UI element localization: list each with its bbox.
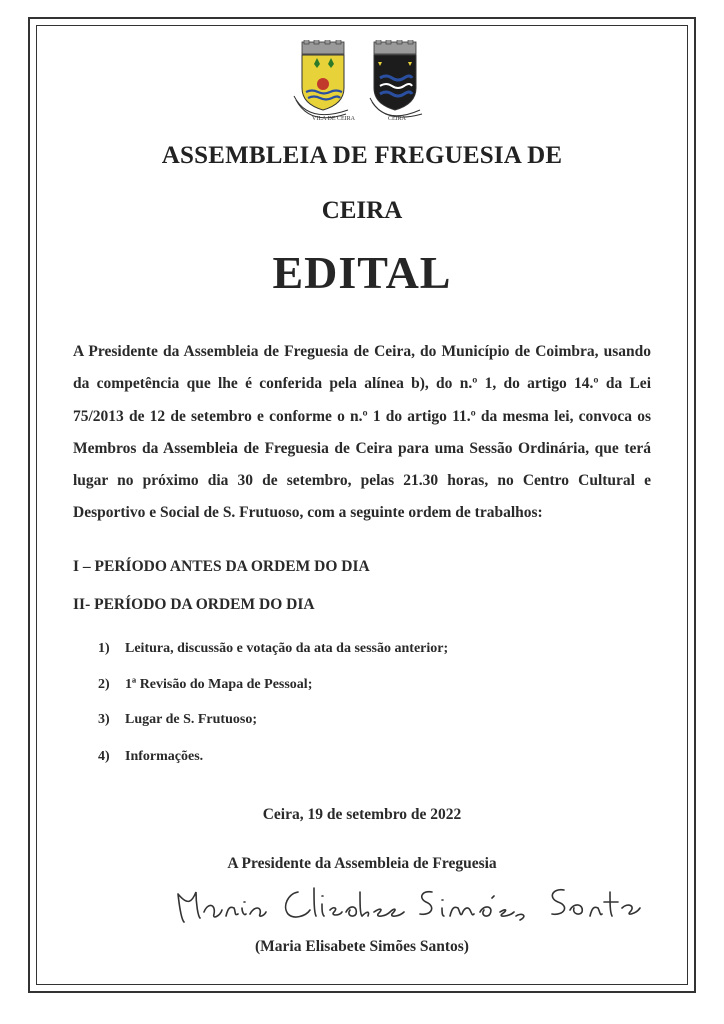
signatory-name: (Maria Elisabete Simões Santos) bbox=[255, 938, 469, 955]
agenda-item-number: 2) bbox=[98, 677, 110, 692]
place-and-date: Ceira, 19 de setembro de 2022 bbox=[262, 806, 462, 823]
agenda-item-text: Leitura, discussão e votação da ata da sessão anterior; bbox=[125, 641, 449, 656]
vila-de-ceira-crest-icon bbox=[294, 40, 356, 122]
left-crest-motto: VILA DE CEIRA bbox=[312, 116, 355, 122]
section-heading-before-agenda: I – PERÍODO ANTES DA ORDEM DO DIA bbox=[73, 558, 370, 575]
agenda-item bbox=[98, 677, 312, 693]
right-crest-motto: CEIRA bbox=[388, 116, 406, 122]
convocation-paragraph: A Presidente da Assembleia de Freguesia de Ceira, do Município de Coimbra, usando da competência que lhe é conferida pela alínea b), do n.º 1, do artigo 14.º da Lei 75/2013 de 12 de setembro e conforme o n.º 1 do artigo 11.º da mesma lei, convoca os Membros da Assembleia de Freguesia de Ceira para uma Sessão Ordinária, que terá lugar no próximo dia 30 de setembro, pelas 21.30 horas, no Centro Cultural e Desportivo e Social de S. Frutuoso, com a seguinte ordem de trabalhos: bbox=[73, 343, 651, 522]
agenda-item bbox=[98, 712, 257, 728]
edital-heading: EDITAL bbox=[272, 247, 452, 298]
agenda-item-number: 4) bbox=[98, 749, 110, 764]
assembly-title-line-1: ASSEMBLEIA DE FREGUESIA DE bbox=[161, 142, 563, 169]
agenda-item-number: 3) bbox=[98, 712, 110, 727]
agenda-item-number: 1) bbox=[98, 641, 110, 656]
agenda-item-text: 1ª Revisão do Mapa de Pessoal; bbox=[125, 677, 313, 692]
signatory-role: A Presidente da Assembleia de Freguesia bbox=[227, 855, 497, 872]
section-heading-agenda: II- PERÍODO DA ORDEM DO DIA bbox=[73, 596, 315, 613]
agenda-item-text: Informações. bbox=[125, 749, 204, 764]
ceira-crest-icon bbox=[370, 40, 422, 122]
handwritten-signature bbox=[170, 872, 650, 932]
agenda-item-text: Lugar de S. Frutuoso; bbox=[125, 712, 257, 727]
agenda-item bbox=[98, 749, 203, 765]
coats-of-arms bbox=[292, 40, 432, 126]
assembly-title-line-2: CEIRA bbox=[321, 197, 403, 224]
agenda-item bbox=[98, 641, 448, 657]
